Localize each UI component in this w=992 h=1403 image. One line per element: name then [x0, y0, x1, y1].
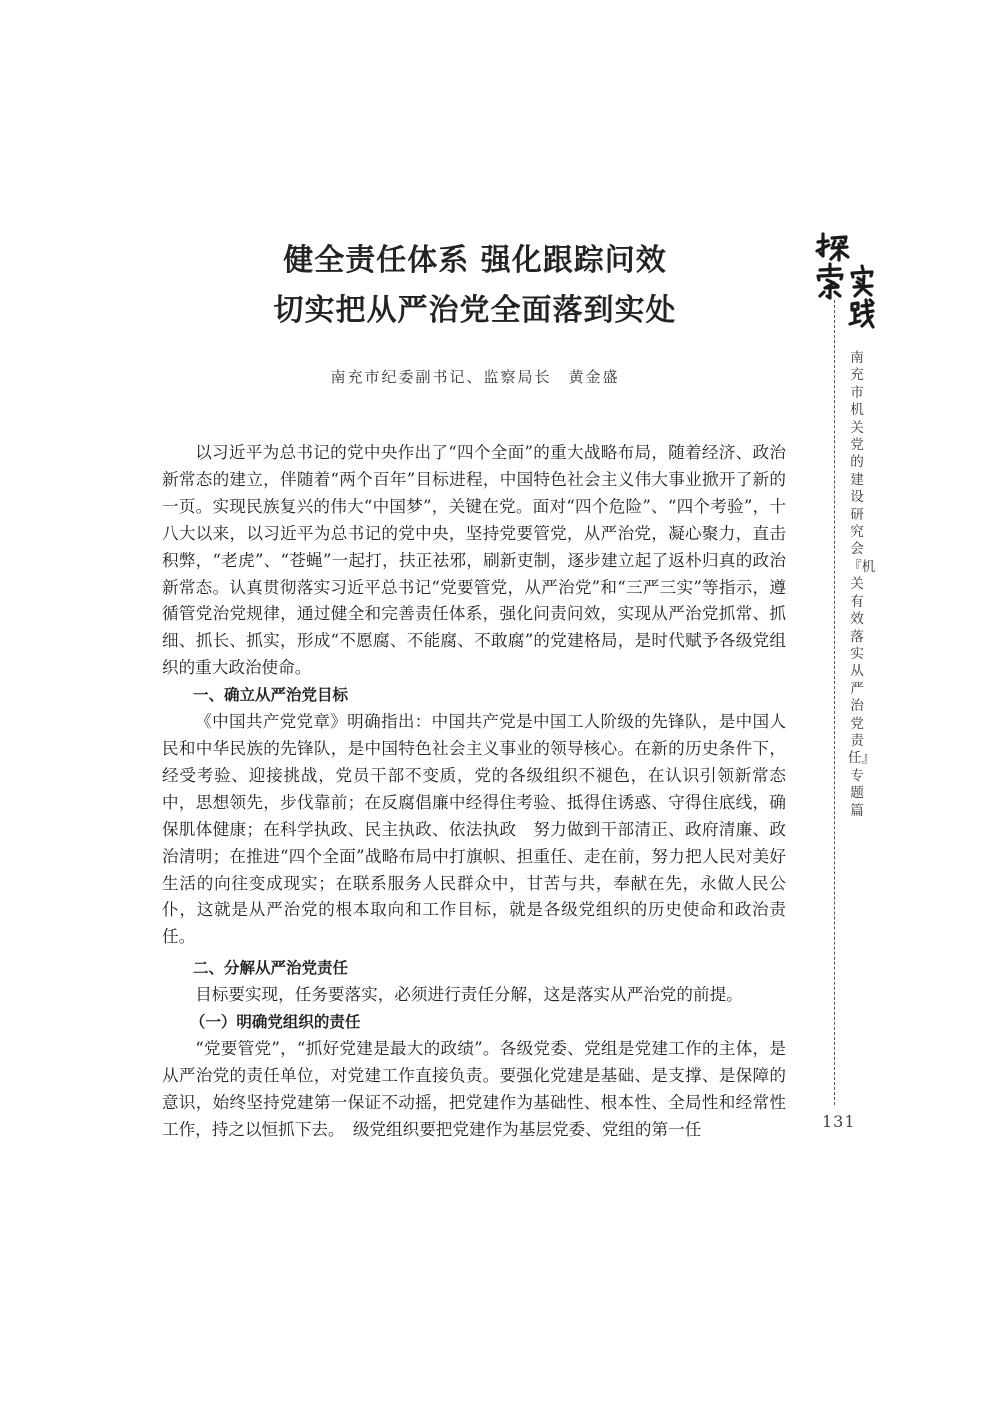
article-title-line-1: 健全责任体系 强化跟踪问效	[283, 243, 667, 278]
sidebar-vertical-title: 南充市机关党的建设研究会『机关有效落实从严治党责任』专题篇	[848, 350, 876, 819]
calligraphy-logo-icon	[814, 232, 876, 336]
section-1-paragraph: 《中国共产党党章》明确指出：中国共产党是中国工人阶级的先锋队，是中国人民和中华民族的先锋队，是中国特色社会主义事业的领导核心。在新的历史条件下，经受考验、迎接挑战，党员干部不变质，党的各级组织不褪色，在认识引领新常态中，思想领先，步伐靠前；在反腐倡廉中经得住考验、抵得住诱惑、守得住底线，确保肌体健康；在科学执政、民主执政、依法执政 努力做到干部清正、政府清廉、政治清明；在推进“四个全面”战略布局中打旗帜、担重任、走在前，努力把人民对美好生活的向往变成现实；在联系服务人民群众中，甘苦与共，奉献在先，永做人民公仆，这就是从严治党的根本取向和工作目标，就是各级党组织的历史使命和政治责任。	[162, 712, 786, 947]
article-body	[162, 440, 786, 1144]
section-logo	[814, 232, 876, 336]
section-2-paragraph: 目标要实现，任务要落实，必须进行责任分解，这是落实从严治党的前提。	[195, 985, 743, 1005]
author-byline: 南充市纪委副书记、监察局长 黄金盛	[330, 368, 620, 386]
subsection-1-heading: （一）明确党组织的责任	[189, 1013, 361, 1032]
page-number: 131	[822, 1112, 856, 1131]
intro-paragraph: 以习近平为总书记的党中央作出了“四个全面”的重大战略布局，随着经济、政治新常态的建立，伴随着“两个百年”目标进程，中国特色社会主义伟大事业掀开了新的一页。实现民族复兴的伟大“中国梦”，关键在党。面对“四个危险”、“四个考验”，十八大以来，以习近平为总书记的党中央，坚持党要管党，从严治党，凝心聚力，直击积弊，“老虎”、“苍蝇”一起打，扶正祛邪，刷新吏制，逐步建立起了返朴归真的政治新常态。认真贯彻落实习近平总书记“党要管党，从严治党”和“三严三实”等指示，遵循管党治党规律，通过健全和完善责任体系，强化问责问效，实现从严治党抓常、抓细、抓长、抓实，形成“不愿腐、不能腐、不敢腐”的党建格局，是时代赋予各级党组织的重大政治使命。	[162, 443, 786, 678]
section-1-heading: 一、确立从严治党目标	[193, 686, 349, 705]
vertical-dashed-rule	[834, 300, 835, 1105]
section-2-heading: 二、分解从严治党责任	[193, 959, 349, 978]
article-title-line-2: 切实把从严治党全面落到实处	[273, 293, 677, 328]
subsection-1-paragraph: “党要管党”，“抓好党建是最大的政绩”。各级党委、党组是党建工作的主体，是从严治党的责任单位，对党建工作直接负责。要强化党建是基础、是支撑、是保障的意识，始终坚持党建第一保证不动摇，把党建作为基础性、根本性、全局性和经常性工作，持之以恒抓下去。 级党组织要把党建作为基层党委、党组的第一任	[162, 1038, 786, 1139]
